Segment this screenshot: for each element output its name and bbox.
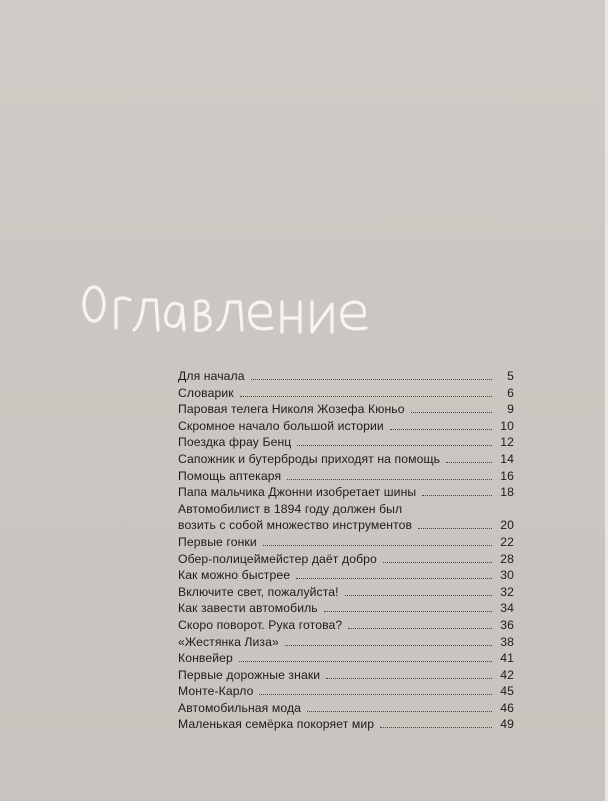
toc-entry-title: возить с собой множество инструментов [178, 518, 413, 533]
toc-entry[interactable] [178, 650, 514, 667]
toc-page-number: 9 [507, 402, 514, 417]
dot-leader [263, 544, 492, 546]
toc-page-number: 12 [500, 435, 514, 450]
dot-leader [380, 726, 492, 728]
toc-entry-title: Паровая телега Николя Жозефа Кюньо [178, 402, 405, 417]
toc-entry-title: «Жестянка Лиза» [178, 634, 279, 649]
toc-page-number: 18 [500, 485, 514, 500]
toc-entry-title: Как завести автомобиль [178, 601, 318, 616]
dot-leader [345, 594, 492, 596]
toc-entry[interactable] [178, 683, 514, 700]
dot-leader [390, 428, 492, 430]
toc-entry-title: Как можно быстрее [178, 568, 291, 583]
toc-entry-title: Помощь аптекаря [178, 468, 282, 483]
toc-entry-title: Маленькая семёрка покоряет мир [178, 717, 375, 732]
toc-page-number: 42 [500, 667, 514, 682]
toc-entry[interactable] [178, 468, 514, 485]
toc-page-number: 10 [500, 418, 514, 433]
toc-entry[interactable] [178, 534, 514, 551]
dot-leader [324, 610, 492, 612]
toc-entry-title: Первые дорожные знаки [178, 667, 321, 682]
dot-leader [411, 411, 492, 413]
toc-entry[interactable] [178, 451, 514, 468]
toc-entry-title: Для начала [178, 369, 245, 383]
handwritten-heading-drawing [78, 276, 408, 348]
dot-leader [326, 677, 492, 679]
toc-entry[interactable] [178, 600, 514, 617]
toc-page-number: 14 [500, 451, 514, 466]
toc-heading [78, 276, 408, 348]
toc-page-number: 38 [500, 634, 514, 649]
dot-leader [348, 627, 492, 629]
toc-entry[interactable] [178, 567, 514, 584]
dot-leader [422, 494, 492, 496]
toc-entry[interactable] [178, 634, 514, 651]
toc-entry[interactable] [178, 368, 514, 385]
toc-page-number: 32 [500, 584, 514, 599]
toc-entry[interactable] [178, 401, 514, 418]
toc-entry-title: Словарик [178, 385, 234, 400]
toc-entry-title: Папа мальчика Джонни изобретает шины [178, 485, 417, 500]
toc-entry-title-line1: Автомобилист в 1894 году должен был [178, 501, 403, 516]
dot-leader [418, 527, 492, 529]
toc-page-number: 45 [500, 684, 514, 699]
dot-leader [287, 478, 492, 480]
dot-leader [297, 444, 492, 446]
dot-leader [446, 461, 492, 463]
toc-entry-title: Первые гонки [178, 534, 257, 549]
toc-entry-title: Монте-Карло [178, 684, 254, 699]
toc-entry[interactable] [178, 716, 514, 733]
dot-leader [296, 577, 492, 579]
toc-page-number: 30 [500, 568, 514, 583]
toc-entry[interactable] [178, 484, 514, 501]
toc-entry[interactable] [178, 667, 514, 684]
toc-page-number: 28 [500, 551, 514, 566]
toc-entry-title: Автомобильная мода [178, 700, 302, 715]
toc-page-number: 22 [500, 534, 514, 549]
dot-leader [251, 378, 492, 380]
dot-leader [259, 693, 492, 695]
toc-page-number: 34 [500, 601, 514, 616]
dot-leader [383, 561, 492, 563]
toc-entry[interactable] [178, 584, 514, 601]
toc-page-number: 5 [507, 369, 514, 383]
toc-page-number: 41 [500, 651, 514, 666]
toc-entry-title: Скромное начало большой истории [178, 418, 384, 433]
dot-leader [307, 710, 492, 712]
toc-entry-title: Сапожник и бутерброды приходят на помощь [178, 451, 441, 466]
dot-leader [285, 644, 492, 646]
toc-page-number: 16 [500, 468, 514, 483]
toc-entry-title: Обер-полицеймейстер даёт добро [178, 551, 377, 566]
toc-entry[interactable] [178, 434, 514, 451]
dot-leader [239, 660, 492, 662]
toc-entry-title: Скоро поворот. Рука готова? [178, 617, 343, 632]
toc-entry[interactable] [178, 501, 514, 534]
toc-entry[interactable] [178, 617, 514, 634]
toc-page-number: 46 [500, 700, 514, 715]
toc-entry[interactable] [178, 418, 514, 435]
dot-leader [240, 395, 492, 397]
toc-entry-title: Поездка фрау Бенц [178, 435, 292, 450]
toc-page-number: 6 [507, 385, 514, 400]
toc-entry[interactable] [178, 700, 514, 717]
toc-entry-title: Конвейер [178, 651, 233, 666]
table-of-contents [178, 368, 514, 733]
toc-page-number: 36 [500, 617, 514, 632]
toc-entry-title: Включите свет, пожалуйста! [178, 584, 339, 599]
toc-entry[interactable] [178, 551, 514, 568]
toc-page-number: 49 [500, 717, 514, 732]
toc-entry[interactable] [178, 385, 514, 402]
toc-page-number: 20 [500, 518, 514, 533]
